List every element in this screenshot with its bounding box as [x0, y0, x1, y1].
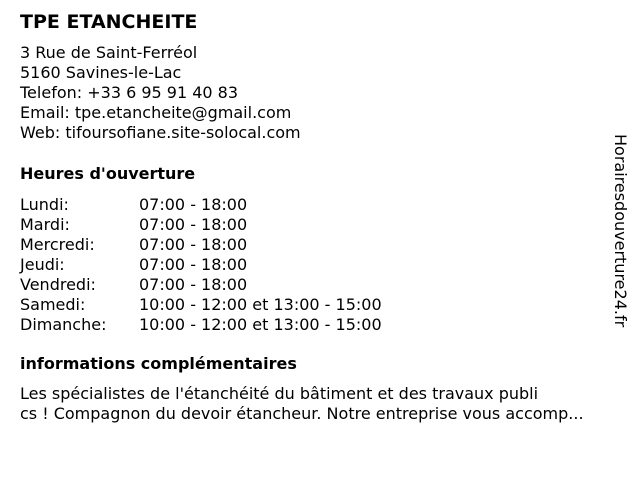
day-label: Dimanche: — [20, 315, 107, 334]
hours-row-thursday — [20, 255, 440, 275]
business-name: TPE ETANCHEITE — [20, 11, 198, 33]
website-link[interactable]: Web: tifoursofiane.site-solocal.com — [20, 123, 301, 142]
day-label: Jeudi: — [20, 255, 65, 274]
time-range: 07:00 - 18:00 — [139, 195, 248, 214]
hours-row-friday — [20, 275, 440, 295]
time-range: 07:00 - 18:00 — [139, 275, 248, 294]
business-description — [20, 384, 632, 424]
time-range: 07:00 - 18:00 — [139, 235, 248, 254]
hours-row-tuesday — [20, 215, 440, 235]
day-label: Vendredi: — [20, 275, 96, 294]
address-street: 3 Rue de Saint-Ferréol — [20, 43, 198, 62]
hours-row-saturday — [20, 295, 440, 315]
phone-number[interactable]: Telefon: +33 6 95 91 40 83 — [20, 83, 239, 102]
hours-row-wednesday — [20, 235, 440, 255]
day-label: Mardi: — [20, 215, 70, 234]
opening-hours-title: Heures d'ouverture — [20, 164, 196, 183]
site-watermark: Horairesdouverture24.fr — [611, 134, 630, 328]
additional-info-title: informations complémentaires — [20, 354, 297, 373]
time-range: 10:00 - 12:00 et 13:00 - 15:00 — [139, 315, 382, 334]
email-address[interactable]: Email: tpe.etancheite@gmail.com — [20, 103, 292, 122]
time-range: 10:00 - 12:00 et 13:00 - 15:00 — [139, 295, 382, 314]
hours-row-monday — [20, 195, 440, 215]
description-line: cs ! Compagnon du devoir étancheur. Notre entreprise vous accomp... — [20, 404, 584, 423]
opening-hours-table — [20, 195, 440, 335]
hours-row-sunday — [20, 315, 440, 335]
time-range: 07:00 - 18:00 — [139, 215, 248, 234]
contact-block — [20, 43, 301, 143]
day-label: Lundi: — [20, 195, 69, 214]
day-label: Mercredi: — [20, 235, 95, 254]
description-line: Les spécialistes de l'étanchéité du bâtiment et des travaux publi — [20, 384, 539, 403]
time-range: 07:00 - 18:00 — [139, 255, 248, 274]
address-city: 5160 Savines-le-Lac — [20, 63, 182, 82]
day-label: Samedi: — [20, 295, 86, 314]
